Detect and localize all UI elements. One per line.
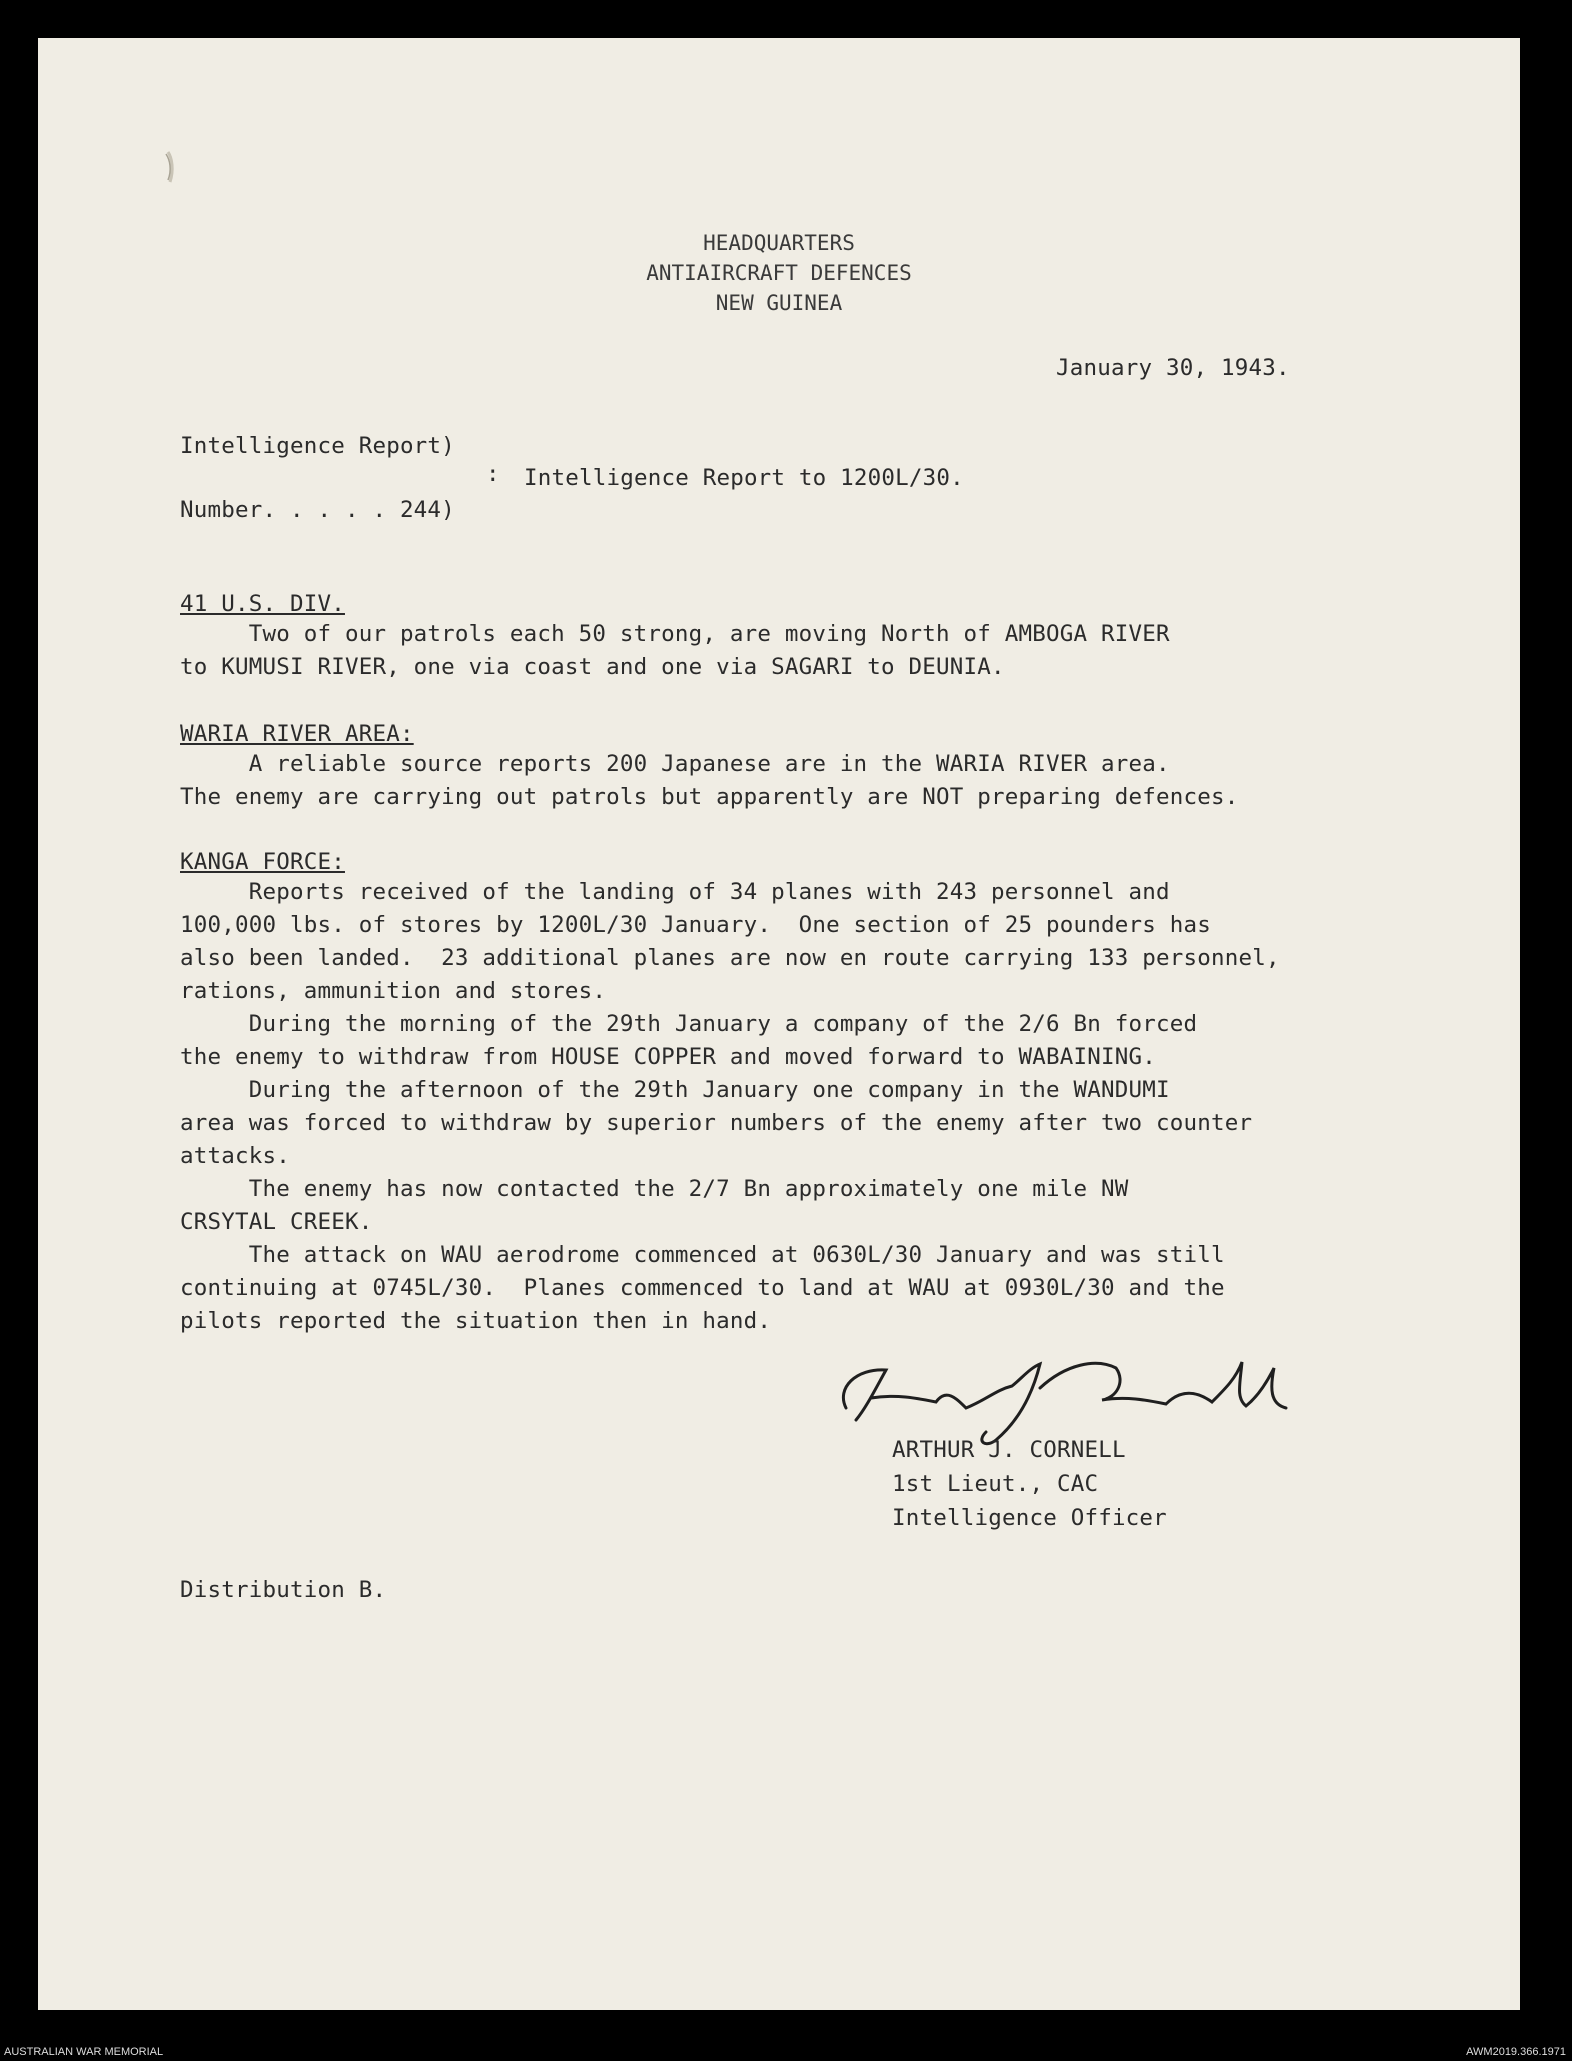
section-heading-41-div: 41 U.S. DIV. [180, 591, 345, 617]
report-label-line1: Intelligence Report) [180, 433, 455, 459]
signatory-rank: 1st Lieut., CAC [892, 1471, 1099, 1497]
header-line-2: ANTIAIRCRAFT DEFENCES [646, 261, 912, 285]
document-date: January 30, 1943. [1056, 355, 1290, 381]
header-line-1: HEADQUARTERS [703, 231, 855, 255]
kanga-line: During the afternoon of the 29th January one company in the WANDUMI [180, 1077, 1170, 1103]
section-waria-line1: A reliable source reports 200 Japanese are in the WARIA RIVER area. [180, 751, 1170, 777]
signatory-name: ARTHUR J. CORNELL [892, 1437, 1126, 1463]
kanga-line: area was forced to withdraw by superior numbers of the enemy after two counter [180, 1110, 1253, 1136]
footer-accession-number: AWM2019.366.1971 [1466, 2046, 1566, 2058]
kanga-line: rations, ammunition and stores. [180, 978, 607, 1004]
section-heading-kanga: KANGA FORCE: [180, 849, 345, 875]
kanga-line: 100,000 lbs. of stores by 1200L/30 January. One section of 25 pounders has [180, 912, 1211, 938]
report-colon: : [486, 461, 500, 487]
report-title: Intelligence Report to 1200L/30. [524, 465, 964, 491]
section-waria-line2: The enemy are carrying out patrols but apparently are NOT preparing defences. [180, 784, 1239, 810]
kanga-line: The attack on WAU aerodrome commenced at 0630L/30 January and was still [180, 1242, 1225, 1268]
kanga-line: also been landed. 23 additional planes are now en route carrying 133 personnel, [180, 945, 1280, 971]
footer-credit: AUSTRALIAN WAR MEMORIAL [4, 2046, 164, 2058]
kanga-line: CRSYTAL CREEK. [180, 1209, 373, 1235]
section-41-line2: to KUMUSI RIVER, one via coast and one via SAGARI to DEUNIA. [180, 654, 1005, 680]
kanga-line: The enemy has now contacted the 2/7 Bn approximately one mile NW [180, 1176, 1129, 1202]
kanga-line: Reports received of the landing of 34 planes with 243 personnel and [180, 879, 1170, 905]
staple-mark-icon [156, 148, 186, 188]
report-label-line2: Number. . . . . 244) [180, 497, 455, 523]
kanga-line: attacks. [180, 1143, 290, 1169]
section-heading-waria: WARIA RIVER AREA: [180, 721, 414, 747]
header-line-3: NEW GUINEA [715, 291, 843, 315]
distribution-line: Distribution B. [180, 1577, 387, 1603]
signatory-role: Intelligence Officer [892, 1505, 1167, 1531]
kanga-line: the enemy to withdraw from HOUSE COPPER and moved forward to WABAINING. [180, 1044, 1156, 1070]
kanga-line: During the morning of the 29th January a company of the 2/6 Bn forced [180, 1011, 1198, 1037]
section-41-line1: Two of our patrols each 50 strong, are moving North of AMBOGA RIVER [180, 621, 1170, 647]
kanga-line: continuing at 0745L/30. Planes commenced to land at WAU at 0930L/30 and the [180, 1275, 1225, 1301]
kanga-line: pilots reported the situation then in hand. [180, 1308, 772, 1334]
document-sheet [38, 38, 1520, 2010]
